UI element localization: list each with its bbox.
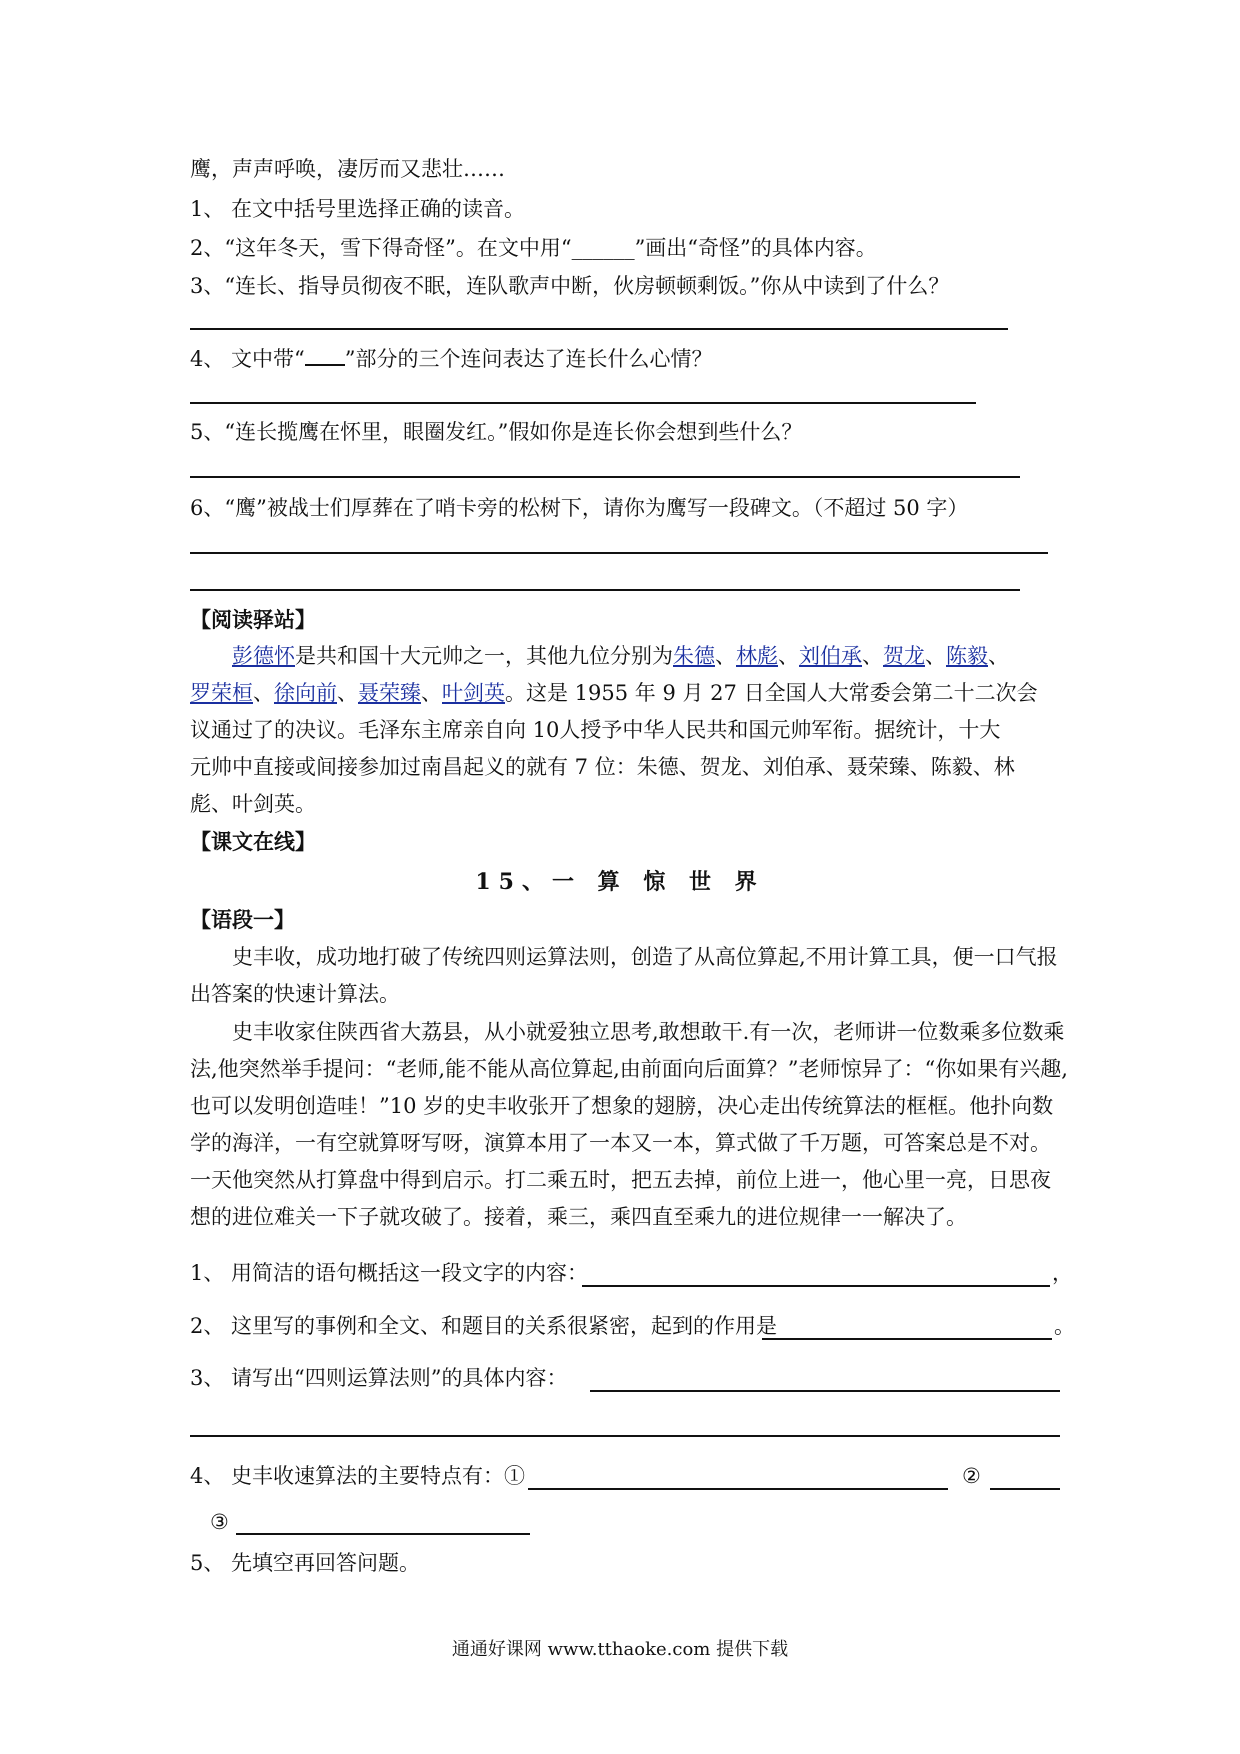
text: 是共和国十大元帅之一，其他九位分别为 (295, 644, 673, 668)
text: 、 (715, 644, 736, 668)
answer-line[interactable] (190, 552, 1048, 554)
lesson-question-2: 2、 这里写的事例和全文、和题目的关系很紧密，起到的作用是 (190, 1314, 778, 1338)
answer-line[interactable] (762, 1338, 1052, 1340)
paragraph-line: 史丰收，成功地打破了传统四则运算法则，创造了从高位算起,不用计算工具，便一口气报 (232, 945, 1058, 969)
answer-line[interactable] (190, 476, 1020, 478)
paragraph-line: 学的海洋，一有空就算呀写呀，演算本用了一本又一本，算式做了千万题，可答案总是不对。 (190, 1131, 1051, 1155)
answer-line[interactable] (236, 1533, 530, 1535)
lesson-question-1-end: ， (1052, 1261, 1073, 1285)
text: 、 (862, 644, 883, 668)
answer-line[interactable] (590, 1390, 1060, 1392)
text: 、 (778, 644, 799, 668)
reading-station-line-1 (232, 640, 1009, 672)
reading-station-line-3: 议通过了的决议。毛泽东主席亲自向 10人授予中华人民共和国元帅军衔。据统计，十大 (190, 718, 1001, 742)
answer-line[interactable] (190, 1435, 1060, 1437)
lesson-question-1: 1、 用简洁的语句概括这一段文字的内容： (190, 1261, 589, 1285)
reading-station-heading: 【阅读驿站】 (190, 607, 316, 632)
section-heading: 【语段一】 (190, 907, 295, 932)
question-1: 1、 在文中括号里选择正确的读音。 (190, 197, 526, 221)
link-luo-ronghuan[interactable]: 罗荣桓 (190, 681, 253, 705)
paragraph-line: 史丰收家住陕西省大荔县，从小就爱独立思考,敢想敢干.有一次，老师讲一位数乘多位数乘 (232, 1020, 1065, 1044)
lesson-title: 15、一 算 惊 世 界 (475, 869, 765, 895)
link-xu-xiangqian[interactable]: 徐向前 (274, 681, 337, 705)
question-4-end: ”部分的三个连问表达了连长什么心情？ (344, 347, 713, 371)
paragraph-line: 也可以发明创造哇！”10 岁的史丰收张开了想象的翅膀，决心走出传统算法的框框。他扑向数 (190, 1094, 1054, 1118)
lesson-question-5: 5、 先填空再回答问题。 (190, 1551, 421, 1575)
link-nie-rongzhen[interactable]: 聂荣臻 (358, 681, 421, 705)
text: 、 (988, 644, 1009, 668)
lesson-heading: 【课文在线】 (190, 829, 316, 854)
question-4 (190, 343, 713, 375)
answer-line[interactable] (190, 328, 1008, 330)
text: 、 (337, 681, 358, 705)
question-5: 5、“连长揽鹰在怀里，眼圈发红。”假如你是连长你会想到些什么？ (190, 420, 803, 444)
question-6: 6、“鹰”被战士们厚葬在了哨卡旁的松树下，请你为鹰写一段碑文。（不超过 50 字） (190, 496, 969, 520)
reading-station-line-5: 彪、叶剑英。 (190, 792, 316, 816)
link-zhu-de[interactable]: 朱德 (673, 644, 715, 668)
link-ye-jianying[interactable]: 叶剑英 (442, 681, 505, 705)
text: 。这是 1955 年 9 月 27 日全国人大常委会第二十二次会 (505, 681, 1038, 705)
answer-line[interactable] (990, 1488, 1060, 1490)
question-4-start: 4、 文中带“ (190, 347, 305, 371)
paragraph-line: 一天他突然从打算盘中得到启示。打二乘五时，把五去掉，前位上进一，他心里一亮，日思夜 (190, 1168, 1051, 1192)
reading-station-line-2 (190, 677, 1038, 709)
question-3: 3、“连长、指导员彻夜不眠，连队歌声中断，伙房顿顿剩饭。”你从中读到了什么？ (190, 274, 950, 298)
text: 、 (253, 681, 274, 705)
lesson-question-2-end: 。 (1054, 1314, 1075, 1338)
lesson-question-3: 3、 请写出“四则运算法则”的具体内容： (190, 1366, 568, 1390)
link-he-long[interactable]: 贺龙 (883, 644, 925, 668)
answer-line[interactable] (190, 402, 976, 404)
link-chen-yi[interactable]: 陈毅 (946, 644, 988, 668)
lesson-question-4: 4、 史丰收速算法的主要特点有：① (190, 1464, 526, 1488)
link-lin-biao[interactable]: 林彪 (736, 644, 778, 668)
text: 、 (421, 681, 442, 705)
link-liu-bocheng[interactable]: 刘伯承 (799, 644, 862, 668)
lesson-question-4-marker-3: ③ (210, 1510, 229, 1534)
page-footer: 通通好课网 www.tthaoke.com 提供下载 (451, 1639, 789, 1660)
question-4-blank (305, 344, 345, 366)
passage-tail: 鹰，声声呼唤，凄厉而又悲壮…… (190, 157, 505, 181)
reading-station-line-4: 元帅中直接或间接参加过南昌起义的就有 7 位：朱德、贺龙、刘伯承、聂荣臻、陈毅、林 (190, 755, 1015, 779)
paragraph-line: 出答案的快速计算法。 (190, 982, 400, 1006)
link-peng-dehuai[interactable]: 彭德怀 (232, 644, 295, 668)
question-2: 2、“这年冬天，雪下得奇怪”。在文中用“______”画出“奇怪”的具体内容。 (190, 236, 877, 260)
text: 、 (925, 644, 946, 668)
lesson-question-4-marker-2: ② (962, 1464, 981, 1488)
answer-line[interactable] (528, 1488, 948, 1490)
answer-line[interactable] (582, 1285, 1050, 1287)
paragraph-line: 法,他突然举手提问：“老师,能不能从高位算起,由前面向后面算？”老师惊异了：“你如果有兴趣, (190, 1057, 1068, 1081)
answer-line[interactable] (190, 589, 1020, 591)
paragraph-line: 想的进位难关一下子就攻破了。接着，乘三，乘四直至乘九的进位规律一一解决了。 (190, 1205, 967, 1229)
